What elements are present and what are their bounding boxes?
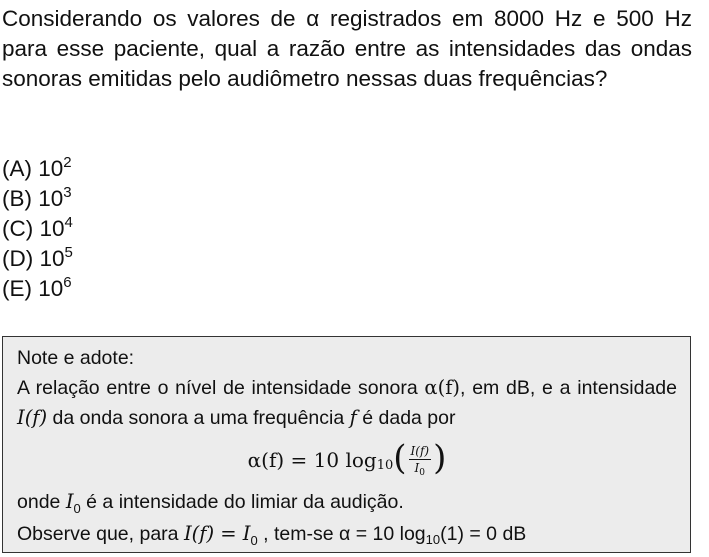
- intensity-zero-symbol: I: [65, 490, 74, 513]
- intensity-equality-subscript: 0: [250, 533, 258, 548]
- option-exponent: 6: [63, 273, 72, 291]
- log-base: 10: [376, 458, 394, 473]
- left-paren: (: [393, 438, 407, 478]
- option-a[interactable]: [2, 154, 73, 184]
- note-paragraph-relation: [17, 373, 677, 433]
- option-e[interactable]: [2, 274, 73, 304]
- note-text: é a intensidade do limiar da audição.: [80, 491, 404, 513]
- fraction-denominator: [415, 460, 425, 477]
- denominator-subscript: 0: [419, 467, 426, 478]
- option-c[interactable]: [2, 214, 73, 244]
- fraction-numerator: I(f): [410, 443, 430, 458]
- intensity-equality: I(f) = I: [183, 522, 251, 545]
- note-text: A relação entre o nível de intensidade sonora: [17, 377, 425, 399]
- frequency-symbol: f: [349, 406, 357, 429]
- intensity-zero-subscript: 0: [73, 501, 81, 516]
- note-text: , tem-se α = 10 log: [257, 523, 426, 545]
- alpha-f-symbol: α(f): [424, 376, 461, 399]
- option-label: (E) 10: [2, 276, 64, 301]
- option-label: (A) 10: [2, 156, 64, 181]
- option-label: (D) 10: [2, 246, 65, 271]
- note-text: (1) = 0 dB: [440, 523, 527, 545]
- log-subscript: 10: [425, 532, 441, 547]
- option-label: (C) 10: [2, 216, 65, 241]
- note-text: da onda sonora a uma frequência: [47, 407, 350, 429]
- option-exponent: 3: [63, 183, 72, 201]
- note-content: [17, 343, 677, 551]
- note-paragraph-threshold: [17, 487, 677, 519]
- denominator-symbol: I: [414, 460, 420, 475]
- note-text: é dada por: [356, 407, 456, 429]
- intensity-formula: [17, 433, 677, 487]
- option-exponent: 5: [64, 243, 73, 261]
- option-label: (B) 10: [2, 186, 64, 211]
- formula-lhs: α(f) = 10 log: [247, 448, 377, 472]
- right-paren: ): [433, 438, 447, 478]
- option-d[interactable]: [2, 244, 73, 274]
- intensity-fraction: [409, 444, 432, 477]
- question-text: Considerando os valores de α registrados em 8000 Hz e 500 Hz para esse paciente, qual a razão entre as intensidades das ondas sonoras emitidas pelo audiômetro nessas duas frequências?: [2, 6, 692, 91]
- note-box: [2, 336, 691, 553]
- note-title: Note e adote:: [17, 347, 135, 369]
- option-exponent: 4: [64, 213, 73, 231]
- note-text: onde: [17, 491, 66, 513]
- note-text: Observe que, para: [17, 523, 184, 545]
- option-exponent: 2: [63, 153, 72, 171]
- intensity-f-symbol: I(f): [17, 406, 48, 429]
- option-b[interactable]: [2, 184, 73, 214]
- note-paragraph-observe: [17, 519, 677, 551]
- note-text: , em dB, e a intensidade: [460, 377, 677, 399]
- answer-options: [2, 154, 73, 304]
